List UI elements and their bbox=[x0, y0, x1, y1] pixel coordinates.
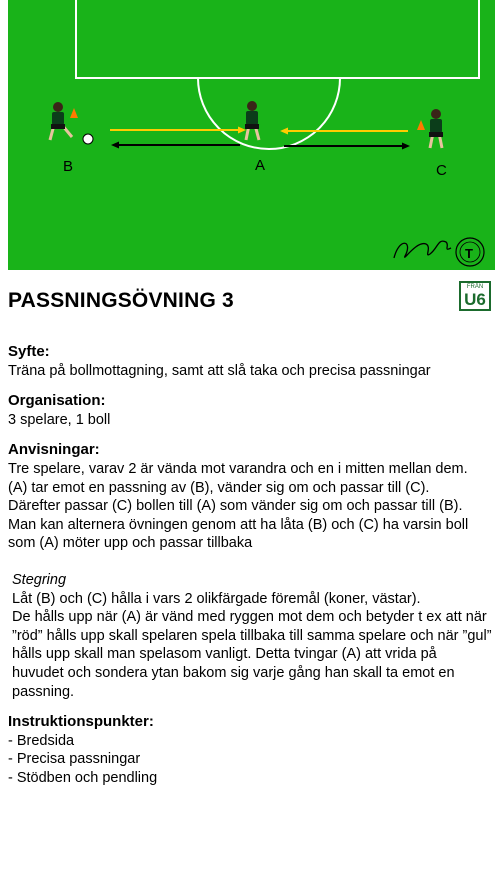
drill-description bbox=[8, 343, 492, 799]
section-heading: Instruktionspunkter: bbox=[8, 713, 154, 731]
paragraph: Låt (B) och (C) hålla i vars 2 olikfärgade föremål (koner, västar). bbox=[12, 590, 421, 607]
section-heading: Stegring bbox=[12, 571, 67, 588]
section-text: Träna på bollmottagning, samt att slå taka och precisa passningar bbox=[8, 362, 431, 379]
section-heading: Syfte: bbox=[8, 343, 50, 360]
ball-icon bbox=[83, 134, 93, 144]
list-item: - Precisa passningar bbox=[8, 751, 141, 768]
section-heading: Organisation: bbox=[8, 392, 106, 410]
section-heading: Anvisningar: bbox=[8, 441, 100, 459]
paragraph: Man kan alternera övningen genom att ha låta (B) och (C) ha varsin boll som (A) möter upp och passar tillbaka bbox=[8, 516, 469, 552]
paragraph: Tre spelare, varav 2 är vända mot varandra och en i mitten mellan dem. bbox=[8, 460, 468, 477]
age-badge-from: FRÅN bbox=[466, 284, 484, 290]
list-item: - Stödben och pendling bbox=[8, 769, 158, 786]
section-instruktion bbox=[8, 713, 492, 787]
paragraph: Därefter passar (C) bollen till (A) som vänder sig om och passar till (B). bbox=[8, 498, 463, 515]
section-text: 3 spelare, 1 boll bbox=[8, 411, 111, 428]
section-organisation bbox=[8, 392, 492, 429]
age-badge-level: U6 bbox=[464, 290, 486, 309]
player-label-c: C bbox=[436, 162, 447, 179]
section-anvisningar bbox=[8, 441, 492, 553]
section-stegring bbox=[8, 571, 492, 701]
section-syfte bbox=[8, 343, 492, 380]
club-logo bbox=[456, 238, 484, 266]
drill-diagram bbox=[8, 0, 495, 270]
paragraph: De hålls upp när (A) är vänd med ryggen mot dem och betyder t ex att när ”röd” hålls upp skall spelaren spela tillbaka till samma spelare och när ”gul” hålls upp skall man spelasom vanligt. Detta tvingar (A) att vrida på huvudet och sondera ytan bakom sig varje gång han skall ta emot en passning. bbox=[12, 609, 492, 700]
paragraph: (A) tar emot en passning av (B), vänder sig om och passar till (C). bbox=[8, 479, 430, 496]
svg-text:T: T bbox=[465, 246, 473, 261]
age-badge bbox=[459, 281, 491, 311]
page-title: PASSNINGSÖVNING 3 bbox=[8, 289, 234, 312]
player-label-a: A bbox=[255, 157, 266, 174]
grass-field bbox=[8, 0, 495, 270]
list-item: - Bredsida bbox=[8, 732, 75, 749]
player-label-b: B bbox=[63, 158, 74, 175]
